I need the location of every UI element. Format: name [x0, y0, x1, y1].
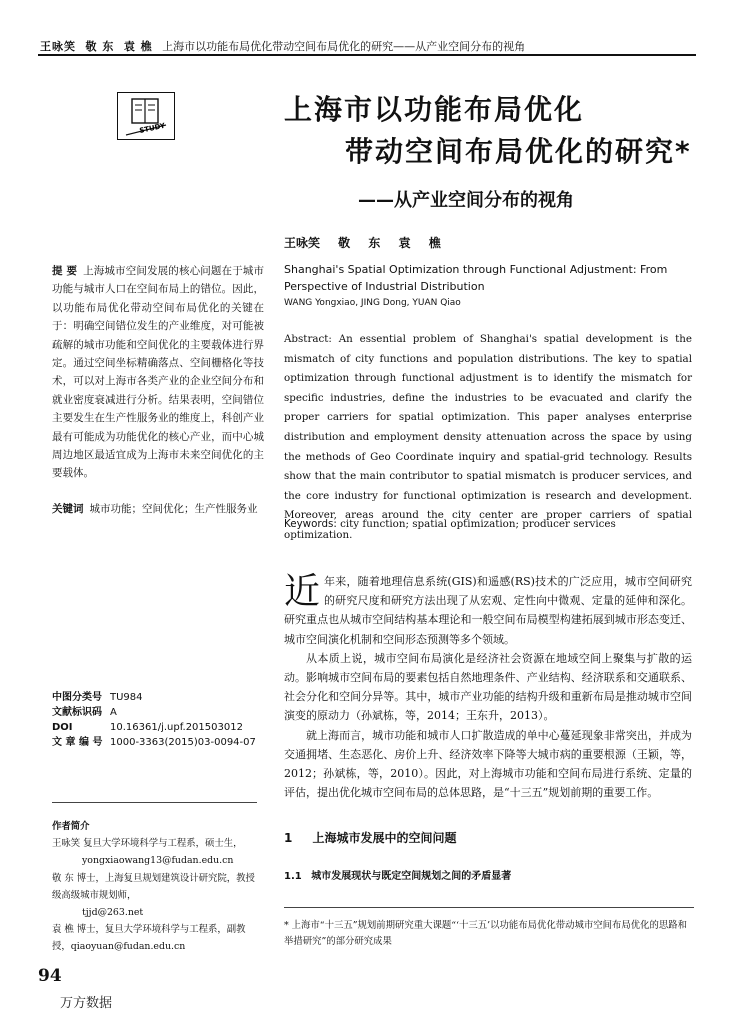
authors: 王咏笑 敬 东 袁 樵	[284, 236, 441, 250]
watermark: 万方数据	[60, 996, 113, 1011]
meta-row: 文献标识码 A	[52, 707, 117, 718]
meta-row: DOI 10.16361/j.upf.201503012	[52, 722, 243, 733]
article-meta	[52, 690, 256, 750]
title-line-1: 上海市以功能布局优化	[284, 93, 585, 126]
keywords-label: Keywords:	[284, 518, 337, 530]
study-logo	[117, 92, 175, 140]
header-running-title: 上海市以功能布局优化带动空间布局优化的研究——从产业空间分布的视角	[162, 40, 526, 53]
bio-entry: 敬 东 博士，上海复旦规划建筑设计研究院，教授级高级城市规划师，	[52, 872, 255, 901]
bio-entry: 袁 樵 博士，复旦大学环境科学与工程系，副教授，qiaoyuan@fudan.edu.cn	[52, 924, 246, 953]
bio-email: tjjd@263.net	[82, 907, 144, 919]
page-number: 94	[38, 966, 62, 986]
english-abstract	[284, 330, 692, 546]
keywords-text: city function; spatial optimization; producer services	[340, 518, 616, 530]
bio-entry: 王咏笑 复旦大学环境科学与工程系，硕士生，	[52, 838, 243, 850]
meta-row: 中图分类号 TU984	[52, 692, 143, 703]
header-author: 袁 樵	[123, 40, 153, 53]
meta-row: 文 章 编 号 1000-3363(2015)03-0094-07	[52, 737, 256, 748]
body-text	[284, 572, 692, 802]
logo-text: STUDY	[138, 121, 166, 135]
abstract-cn-text: 上海城市空间发展的核心问题在于城市功能与城市人口在空间布局上的错位。因此，以功能布局优化带动空间布局优化的关键在于：明确空间错位发生的产业维度，对可能被疏解的城市功能和空间优化的主要载体进行界定。通过空间坐标精确落点、空间栅格化等技术，可以对上海市各类产业的企业空间分布和就业密度衰减进行分析。结果表明，空间错位主要发生在生产性服务业的维度上，科创产业最有可能成为功能优化的核心产业，而中心城周边地区最适宜成为上海市未来空间优化的主要载体。	[52, 265, 265, 480]
keywords-cn-label: 关键词	[52, 503, 84, 515]
paragraph: 就上海而言，城市功能和城市人口扩散造成的单中心蔓延现象非常突出，并成为交通拥堵、生态恶化、房价上升、经济效率下降等大城市病的重要根源（王颖，等，2012；孙斌栋，等，2010）。因此，对上海城市功能和空间布局进行系统、定量的评估，提出优化城市空间布局的总体思路，是“十三五”规划前期的重要工作。	[284, 728, 692, 800]
running-header	[40, 38, 525, 54]
english-keywords	[284, 518, 692, 530]
abstract-text: An essential problem of Shanghai's spatial development is the mismatch of city functions and population distributions. The key to spatial optimization through functional adjustment is to identify the mismatch for specific industries, define the industries to be evacuated and clarify the proper carriers for spatial optimization. This paper analyses enterprise distribution and employment density attenuation across the space by using the methods of Geo Coordinate inquiry and spatial-grid technology. Results show that the main contributor to spatial mismatch is producer services, and the core industry for functional optimization is research and development. Moreover, areas around the city center are proper carriers of spatial optimization.	[284, 333, 692, 541]
footnote-rule	[284, 907, 694, 908]
book-icon	[118, 93, 174, 139]
keywords-cn	[52, 500, 264, 518]
header-rule	[38, 54, 696, 56]
bio-heading: 作者简介	[52, 821, 90, 832]
paragraph: 近年来，随着地理信息系统(GIS)和遥感(RS)技术的广泛应用，城市空间研究的研究尺度和研究方法出现了从宏观、定性向中微观、定量的延伸和深化。研究重点也从城市空间结构基本理论和一般空间布局模型构建拓展到城市形态变迁、城市空间演化机制和空间形态预测等多个领域。	[284, 571, 692, 646]
footnote: * 上海市“十三五”规划前期研究重大课题“‘十三五’以功能布局优化带动城市空间布局优化的思路和举措研究”的部分研究成果	[284, 920, 688, 947]
abstract-cn-label: 提 要	[52, 265, 78, 277]
section-heading-1-1: 1.1 城市发展现状与既定空间规划之间的矛盾显著	[284, 871, 512, 882]
author-bios	[52, 818, 264, 956]
keywords-cn-text: 城市功能；空间优化；生产性服务业	[89, 503, 258, 515]
abstract-cn	[52, 262, 264, 483]
abstract-label: Abstract:	[284, 333, 332, 345]
bio-email: yongxiaowang13@fudan.edu.cn	[82, 855, 234, 867]
dropcap: 近	[284, 571, 321, 612]
header-author: 敬 东	[85, 40, 115, 53]
section-heading-1: 1 上海城市发展中的空间问题	[284, 831, 457, 845]
english-title: Shanghai's Spatial Optimization through Functional Adjustment: From Perspective of Industrial Distribution	[284, 263, 668, 293]
subtitle: ——从产业空间分布的视角	[358, 190, 574, 211]
bio-rule	[52, 802, 257, 803]
paragraph: 从本质上说，城市空间布局演化是经济社会资源在地域空间上聚集与扩散的运动。影响城市空间布局的要素包括自然地理条件、产业结构、经济联系和交通联系、社会分化和空间分异等。其中，城市产业功能的结构升级和重新布局是推动城市空间演变的原动力（孙斌栋，等，2014；王东升，2013）。	[284, 651, 692, 723]
english-authors: WANG Yongxiao, JING Dong, YUAN Qiao	[284, 298, 461, 308]
title-line-2: 带动空间布局优化的研究*	[345, 135, 692, 168]
header-author: 王咏笑	[40, 40, 76, 53]
